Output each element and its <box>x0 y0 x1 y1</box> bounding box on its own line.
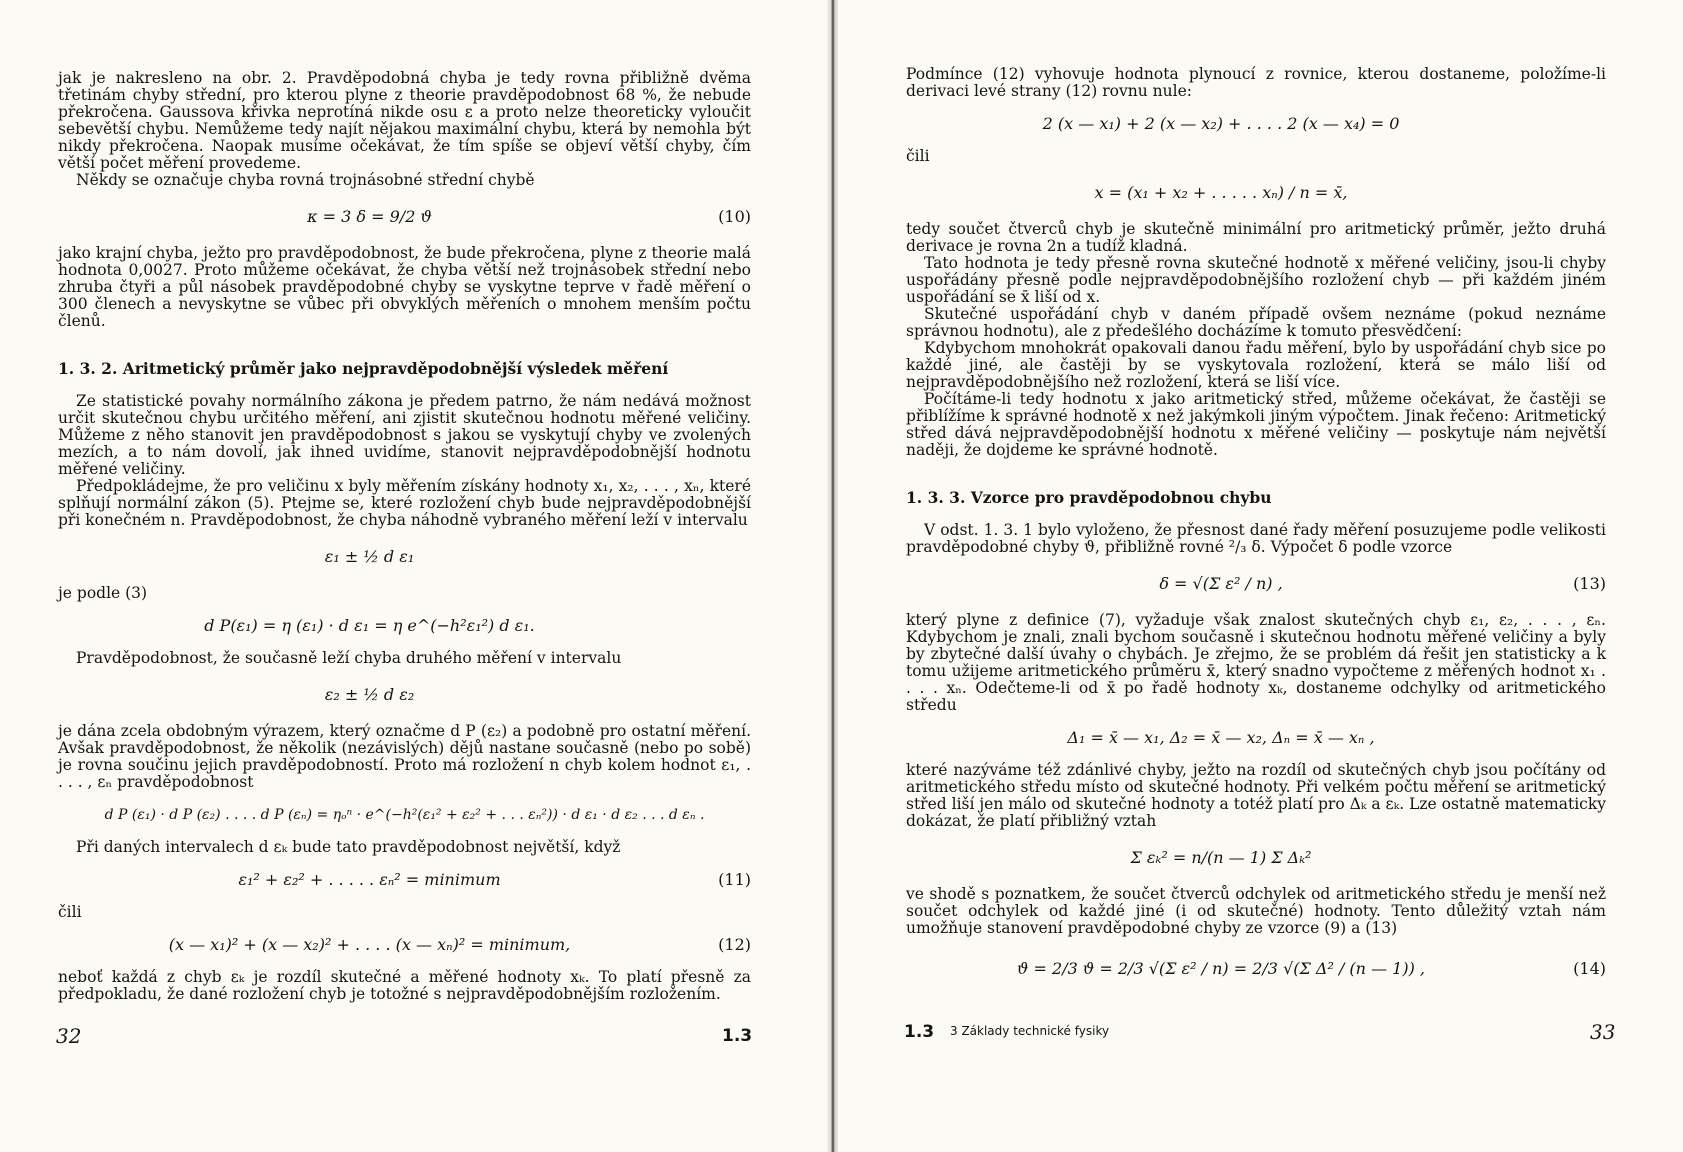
equation-dpn <box>58 797 751 833</box>
paragraph: V odst. 1. 3. 1 bylo vyloženo, že přesnost dané řady měření posuzujeme podle velikosti pravděpodobné chyby ϑ, přibližně rovné ²/₃ δ. Výpočet δ podle vzorce <box>906 521 1606 556</box>
page-number: 32 <box>56 1024 82 1048</box>
paragraph: Kdybychom mnohokrát opakovali danou řadu měření, bylo by uspořádání chyb sice po každé jiné, ale častěji by se vyskytovala rozložení, která se málo liší od nejpravděpodobnějšího než rozložení, která se liší více. <box>906 339 1606 391</box>
equation-text: ε₂ ± ½ d ε₂ <box>324 685 415 704</box>
left-page <box>0 0 832 1152</box>
equation-text: (x — x₁)² + (x — x₂)² + . . . . (x — xₙ)² = minimum, <box>168 935 571 954</box>
equation-number: (10) <box>718 207 751 226</box>
paragraph: Předpokládejme, že pro veličinu x byly měřením získány hodnoty x₁, x₂, . . . , xₙ, které splňují normální zákon (5). Ptejme se, které rozložení chyb bude nejpravděpodobnější při konečném n. Pravděpodobnost, že chyba náhodně vybraného měření leží v intervalu <box>58 477 751 529</box>
equation-number: (13) <box>1573 574 1606 593</box>
equation-text: κ = 3 δ = 9/2 ϑ <box>307 207 432 226</box>
equation-text: ϑ = 2/3 ϑ = 2/3 √(Σ ε² / n) = 2/3 √(Σ Δ² / (n — 1)) , <box>1017 959 1425 978</box>
paragraph: Počítáme-li tedy hodnotu x jako aritmetický střed, můžeme očekávat, že častěji se přiblížíme k správné hodnotě x než jakýmkoli jiným výpočtem. Jinak řečeno: Aritmetický střed dává nejpravděpodobnější hodnotu x měřené veličiny — poskytuje nám největší naději, že dojdeme ke správné hodnotě. <box>906 390 1606 459</box>
paragraph: Tato hodnota je tedy přesně rovna skutečné hodnotě x měřené veličiny, jsou-li chyby uspořádány přesně podle nejpravděpodobnějšího rozložení chyb — při každém jiném uspořádání se x̄ liší od x. <box>906 254 1606 306</box>
equation-text: ε₁ ± ½ d ε₁ <box>324 547 415 566</box>
equation-12 <box>58 927 751 963</box>
paragraph: který plyne z definice (7), vyžaduje však znalost skutečných chyb ε₁, ε₂, . . . , εₙ. Kdybychom je znali, znali bychom současně i skutečnou hodnotu měřené veličiny a byly by zbytečné další úvahy o chybách. Je zřejmo, že se problém dá řešit jen statisticky a k tomu užijeme aritmetického průměru x̄, který snadno vypočteme z měřených hodnot x₁ . . . . xₙ. Odečteme-li od x̄ po řadě hodnoty xₖ, dostaneme odchylky od aritmetického středu <box>906 611 1606 714</box>
equation-text: ε₁² + ε₂² + . . . . . εₙ² = minimum <box>238 870 501 889</box>
equation-interval-1 <box>58 535 751 579</box>
paragraph: Ze statistické povahy normálního zákona je předem patrno, že nám nedává možnost určit skutečnou chybu určitého měření, ani zjistit skutečnou hodnotu měřené veličiny. Můžeme z něho stanovit jen pravděpodobnost s jakou se vyskytují chyby ve zvolených mezích, a to nám dovolí, jak ihned uvidíme, stanovit nejpravděpodobnější hodnotu měřené veličiny. <box>58 392 751 478</box>
section-marker: 1.3 <box>722 1026 753 1046</box>
paragraph: neboť každá z chyb εₖ je rozdíl skutečné a měřené hodnoty xₖ. To platí přesně za předpokladu, že dané rozložení chyb je totožné s nejpravděpodobnějším rozložením. <box>58 968 751 1003</box>
paragraph: jak je nakresleno na obr. 2. Pravděpodobná chyba je tedy rovna přibližně dvěma třetinám chyby střední, pro kterou plyne z theorie pravděpodobnost 68 %, že nebude překročena. Gaussova křivka neprotíná nikde osu ε a proto nelze theoreticky vyloučit sebevětší chybu. Nemůžeme tedy najít nějakou maximální chybu, která by nemohla být nikdy překročena. Naopak musíme očekávat, že tím spíše se objeví větší chyby, čím větší počet měření provedeme. <box>58 69 751 172</box>
equation-number: (14) <box>1573 959 1606 978</box>
equation-number: (11) <box>718 870 751 889</box>
right-page <box>838 0 1683 1152</box>
equation-text: 2 (x — x₁) + 2 (x — x₂) + . . . . 2 (x — x₄) = 0 <box>1042 114 1400 133</box>
equation-text: Δ₁ = x̄ — x₁, Δ₂ = x̄ — x₂, Δₙ = x̄ — xₙ , <box>1067 728 1375 747</box>
equation-derivative <box>906 106 1606 142</box>
right-page-body <box>906 66 1606 1001</box>
paragraph: Skutečné uspořádání chyb v daném případě ovšem neznáme (pokud neznáme správnou hodnotu), ale z předešlého docházíme k tomuto přesvědčení: <box>906 305 1606 340</box>
equation-text: δ = √(Σ ε² / n) , <box>1159 574 1283 593</box>
equation-text: Σ εₖ² = n/(n — 1) Σ Δₖ² <box>1130 848 1312 867</box>
page-number: 33 <box>1590 1020 1616 1044</box>
section-marker: 1.3 <box>904 1022 935 1042</box>
equation-text: d P(ε₁) = η (ε₁) · d ε₁ = η e^(−h²ε₁²) d ε₁. <box>204 616 535 635</box>
equation-approx <box>906 836 1606 880</box>
paragraph: čili <box>906 147 930 165</box>
paragraph: Někdy se označuje chyba rovná trojnásobné střední chybě <box>76 171 535 189</box>
paragraph: Pravděpodobnost, že současně leží chyba druhého měření v intervalu <box>76 649 622 667</box>
left-page-body <box>58 70 751 1003</box>
equation-dp1 <box>58 608 751 644</box>
section-heading: 1. 3. 2. Aritmetický průměr jako nejpravděpodobnější výsledek měření <box>58 359 669 378</box>
equation-number: (12) <box>718 935 751 954</box>
equation-text: x = (x₁ + x₂ + . . . . . xₙ) / n = x̄, <box>1094 183 1348 202</box>
equation-text: d P (ε₁) · d P (ε₂) . . . . d P (εₙ) = ηₒⁿ · e^(−h²(ε₁² + ε₂² + . . . εₙ²)) · d ε₁ · d ε₂ . . . d εₙ . <box>104 807 705 823</box>
paragraph: je dána zcela obdobným výrazem, který označme d P (ε₂) a podobně pro ostatní měření. Avšak pravděpodobnost, že několik (nezávislých) dějů nastane současně (nebo po sobě) je rovna součinu jejich pravděpodobností. Proto má rozložení n chyb kolem hodnot ε₁, . . . . , εₙ pravděpodobnost <box>58 722 751 791</box>
paragraph: tedy součet čtverců chyb je skutečně minimální pro aritmetický průměr, ježto druhá derivace je rovna 2n a tudíž kladná. <box>906 220 1606 255</box>
running-footer-title: 3 Základy technické fysiky <box>950 1024 1110 1038</box>
paragraph: které nazýváme též zdánlivé chyby, ježto na rozdíl od skutečných chyb jsou počítány od aritmetického středu místo od skutečné hodnoty. Při velkém počtu měření se aritmetický střed liší jen málo od skutečné hodnoty a totéž platí pro Δₖ a εₖ. Lze ostatně matematicky dokázat, že platí přibližný vztah <box>906 761 1606 830</box>
equation-13 <box>906 562 1606 606</box>
paragraph: jako krajní chyba, ježto pro pravděpodobnost, že bude překročena, plyne z theorie malá hodnota 0,0027. Proto můžeme očekávat, že chyba větší než trojnásobek střední nebo zhruba čtyři a půl násobek pravděpodobné chyby se vyskytne teprve v řadě měření o 300 členech a nevyskytne se vůbec při obvyklých měřeních o mnohem menším počtu členů. <box>58 244 751 330</box>
paragraph: Při daných intervalech d εₖ bude tato pravděpodobnost největší, když <box>76 838 621 856</box>
equation-mean <box>906 171 1606 215</box>
equation-deltas <box>906 720 1606 756</box>
paragraph: je podle (3) <box>58 584 148 602</box>
equation-10 <box>58 195 751 239</box>
section-heading: 1. 3. 3. Vzorce pro pravděpodobnou chybu <box>906 488 1272 507</box>
paragraph: ve shodě s poznatkem, že součet čtverců odchylek od aritmetického středu je menší než součet odchylek od každé jiné (i od skutečné) hodnoty. Tento důležitý vztah nám umožňuje stanovení pravděpodobné chyby ze vzorce (9) a (13) <box>906 885 1606 937</box>
equation-interval-2 <box>58 673 751 717</box>
equation-11 <box>58 862 751 898</box>
paragraph: Podmínce (12) vyhovuje hodnota plynoucí z rovnice, kterou dostaneme, položíme-li derivaci levé strany (12) rovnu nule: <box>906 65 1606 100</box>
equation-14 <box>906 943 1606 995</box>
paragraph: čili <box>58 903 82 921</box>
